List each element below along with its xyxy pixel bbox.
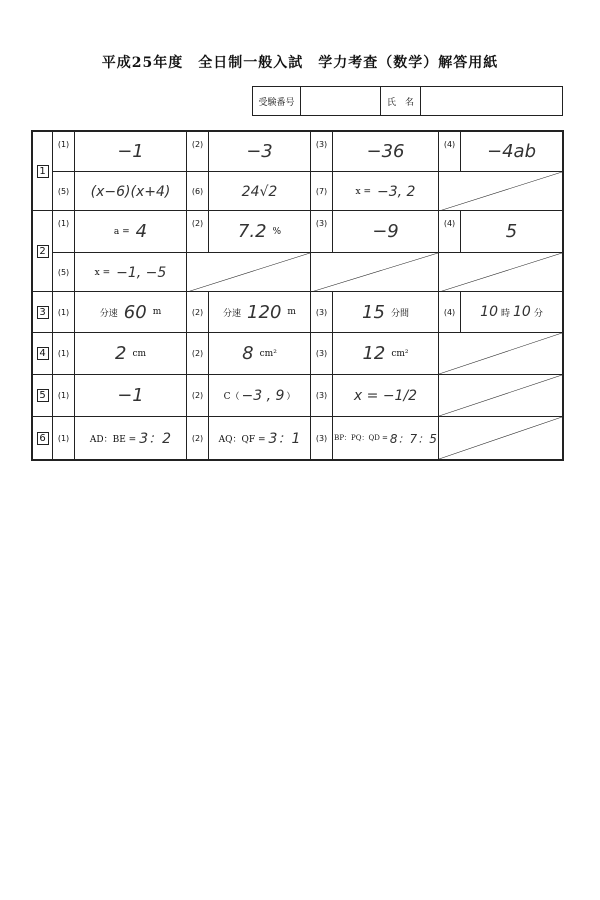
question-4-block: [33, 333, 562, 375]
blank-cell: [439, 253, 562, 292]
question-number-5: 5: [33, 375, 53, 416]
question-1-block: [33, 132, 562, 211]
answer-1-4: (4) −4ab: [439, 132, 562, 171]
page-title: 平成25年度 全日制一般入試 学力考査（数学）解答用紙: [101, 55, 499, 71]
answer-1-6: (6) 24√2: [187, 172, 311, 211]
answer-2-4: (4) 5: [439, 211, 562, 252]
question-number-2: 2: [33, 211, 53, 291]
answer-4-1: (1) 2 cm: [53, 333, 187, 374]
answer-3-2: (2) 分速 120 m: [187, 292, 311, 332]
answer-3-1: (1) 分速 60 m: [53, 292, 187, 332]
question-3-block: [33, 292, 562, 333]
answer-6-3: (3) BP：PQ：QD = 8：7：5: [311, 417, 439, 459]
name-label: 氏 名: [381, 87, 421, 115]
answer-1-2: (2) −3: [187, 132, 311, 171]
exam-number-label: 受験番号: [253, 87, 301, 115]
answer-1-3: (3) −36: [311, 132, 439, 171]
answer-2-5: (5) x = −1, −5: [53, 253, 187, 292]
answer-2-1: (1) a = 4: [53, 211, 187, 252]
question-6-block: [33, 417, 562, 459]
blank-cell: [311, 253, 439, 292]
blank-cell: [439, 375, 562, 416]
question-number-4: 4: [33, 333, 53, 374]
blank-cell: [187, 253, 311, 292]
question-number-1: 1: [33, 132, 53, 210]
answer-1-7: (7) x = −3, 2: [311, 172, 439, 211]
answer-5-1: (1) −1: [53, 375, 187, 416]
name-field[interactable]: [421, 87, 562, 115]
answer-5-2: (2) C（ −3 , 9 ）: [187, 375, 311, 416]
answer-3-4: (4) 10 時 10 分: [439, 292, 562, 332]
blank-cell: [439, 172, 562, 211]
blank-cell: [439, 417, 562, 459]
answer-1-1: (1) −1: [53, 132, 187, 171]
blank-cell: [439, 333, 562, 374]
answer-6-2: (2) AQ：QF = 3：1: [187, 417, 311, 459]
question-2-block: [33, 211, 562, 292]
answer-4-3: (3) 12 cm²: [311, 333, 439, 374]
examinee-info-box: [252, 86, 563, 116]
answer-5-3: (3) x = −1/2: [311, 375, 439, 416]
answer-6-1: (1) AD：BE = 3：2: [53, 417, 187, 459]
answer-3-3: (3) 15 分間: [311, 292, 439, 332]
exam-number-field[interactable]: [301, 87, 381, 115]
answer-4-2: (2) 8 cm²: [187, 333, 311, 374]
answer-1-5: (5) (x−6)(x+4): [53, 172, 187, 211]
question-number-3: 3: [33, 292, 53, 332]
answer-2-3: (3) −9: [311, 211, 439, 252]
answer-2-2: (2) 7.2 %: [187, 211, 311, 252]
answer-value: −1: [117, 141, 144, 162]
answer-sheet: [31, 130, 564, 461]
question-5-block: [33, 375, 562, 417]
question-number-6: 6: [33, 417, 53, 459]
